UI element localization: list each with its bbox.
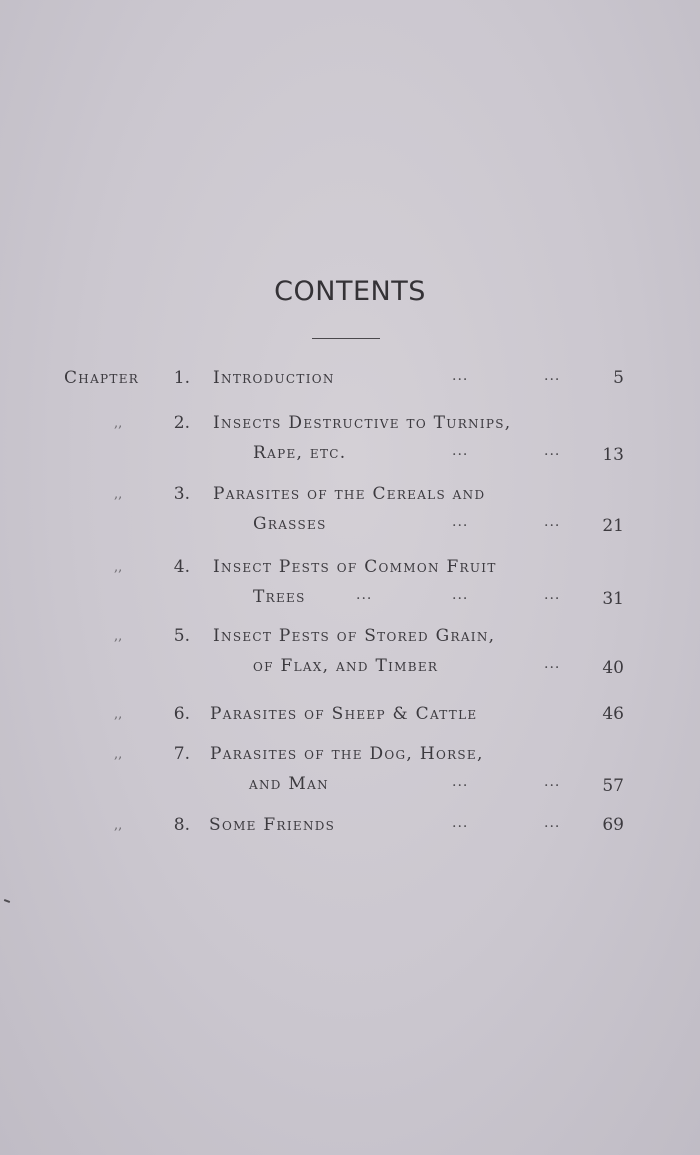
leader-dots: ...: [544, 368, 561, 384]
leader-dots: ...: [452, 815, 469, 831]
chapter-title-line: of Flax, and Timber: [253, 656, 439, 676]
chapter-number: 7.: [173, 744, 190, 764]
chapter-title-line: Insect Pests of Stored Grain,: [213, 626, 496, 646]
chapter-number: 6.: [173, 704, 190, 724]
leader-dots: ...: [452, 368, 469, 384]
page-number: 69: [602, 815, 624, 835]
ditto-mark: ,,: [114, 487, 123, 502]
chapter-title-line: Rape, etc.: [253, 443, 347, 463]
leader-dots: ...: [544, 443, 561, 459]
ditto-mark: ,,: [114, 629, 123, 644]
leader-dots: ...: [544, 815, 561, 831]
leader-dots: ...: [544, 774, 561, 790]
page-number: 13: [602, 445, 624, 465]
page-number: 57: [602, 776, 624, 796]
page-number: 46: [602, 704, 624, 724]
chapter-label: Chapter: [64, 368, 140, 388]
heading-rule: [312, 338, 380, 339]
chapter-title-line: Parasites of the Dog, Horse,: [210, 744, 484, 764]
leader-dots: ...: [544, 656, 561, 672]
chapter-number: 5.: [173, 626, 190, 646]
ditto-mark: ,,: [114, 818, 123, 833]
chapter-number: 1.: [173, 368, 190, 388]
page-number: 21: [602, 516, 624, 536]
ditto-mark: ,,: [114, 560, 123, 575]
paper-speck: [4, 899, 10, 903]
chapter-number: 2.: [173, 413, 190, 433]
chapter-title-line: Some Friends: [209, 815, 336, 835]
chapter-title-line: Insect Pests of Common Fruit: [213, 557, 497, 577]
chapter-title-line: Parasites of the Cereals and: [213, 484, 486, 504]
chapter-title-line: Introduction: [213, 368, 335, 388]
contents-heading: CONTENTS: [274, 276, 426, 307]
leader-dots: ...: [544, 514, 561, 530]
leader-dots: ...: [452, 587, 469, 603]
chapter-title-line: and Man: [249, 774, 329, 794]
chapter-title-line: Trees: [253, 587, 306, 607]
ditto-mark: ,,: [114, 416, 123, 431]
page-number: 40: [602, 658, 624, 678]
leader-dots: ...: [544, 587, 561, 603]
ditto-mark: ,,: [114, 707, 123, 722]
chapter-title-line: Parasites of Sheep & Cattle: [210, 704, 478, 724]
chapter-number: 4.: [173, 557, 190, 577]
chapter-number: 3.: [173, 484, 190, 504]
leader-dots: ...: [452, 774, 469, 790]
page-number: 5: [613, 368, 624, 388]
leader-dots: ...: [356, 587, 373, 603]
chapter-title-line: Insects Destructive to Turnips,: [213, 413, 512, 433]
page-number: 31: [602, 589, 624, 609]
leader-dots: ...: [452, 443, 469, 459]
chapter-number: 8.: [173, 815, 190, 835]
chapter-title-line: Grasses: [253, 514, 327, 534]
leader-dots: ...: [452, 514, 469, 530]
ditto-mark: ,,: [114, 747, 123, 762]
